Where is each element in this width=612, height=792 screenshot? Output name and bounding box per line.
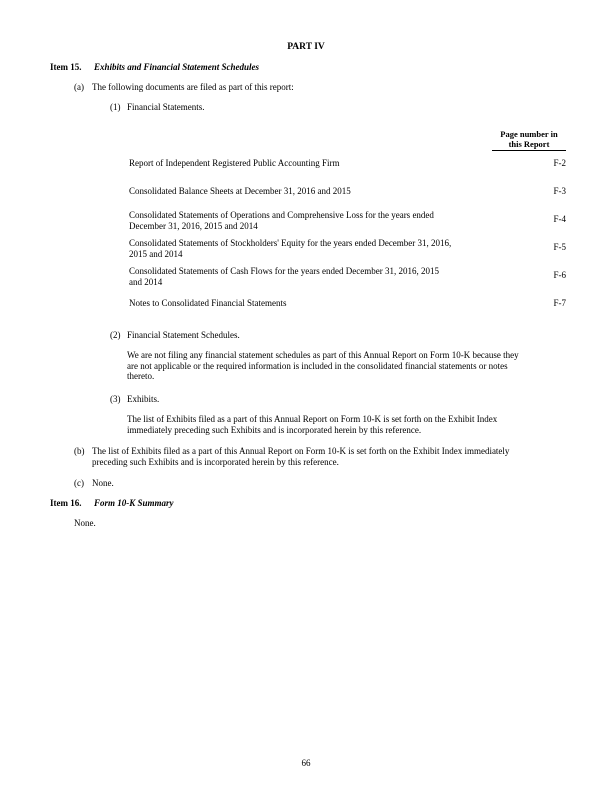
fs-row-title (129, 238, 509, 259)
item-15-c-text: None. (92, 478, 114, 488)
part-title: PART IV (287, 42, 325, 52)
paragraph-line: thereto. (127, 371, 155, 381)
fs-row-title-line1: Consolidated Statements of Stockholders' Equity for the years ended December 31, 2016, (129, 238, 452, 248)
item-16-text: None. (74, 518, 96, 528)
schedules-marker: (2) (110, 330, 121, 340)
fs-row-title (129, 266, 509, 287)
paragraph-line: immediately preceding such Exhibits and is incorporated herein by this reference. (127, 424, 422, 435)
item-15-a-text: The following documents are filed as part of this report: (92, 82, 294, 92)
fs-row-title-line1: Consolidated Statements of Cash Flows for the years ended December 31, 2016, 2015 (129, 266, 439, 276)
financial-statements-label: Financial Statements. (127, 102, 205, 112)
fs-row-title: Notes to Consolidated Financial Statements (129, 298, 287, 308)
schedules-label: Financial Statement Schedules. (127, 330, 240, 340)
financial-statements-marker: (1) (110, 102, 121, 112)
fs-row-title-line2: December 31, 2016, 2015 and 2014 (129, 220, 258, 231)
exhibits-paragraph (127, 414, 497, 435)
item-15-title: Exhibits and Financial Statement Schedules (94, 62, 260, 72)
schedules-paragraph (127, 350, 519, 382)
item-15-b-marker: (b) (74, 446, 85, 456)
item-15-a-marker: (a) (74, 82, 84, 92)
item-16-title: Form 10-K Summary (94, 498, 174, 508)
column-header-line1: Page number in (500, 129, 558, 139)
paragraph-line: We are not filing any financial statement schedules as part of this Annual Report on Form 10-K because they (127, 350, 519, 360)
fs-row-page: F-5 (553, 242, 566, 252)
fs-row-title (129, 210, 509, 231)
item-15-b-paragraph (92, 446, 509, 467)
page-number-column-header (492, 130, 566, 149)
paragraph-line: are not applicable or the required information is included in the consolidated financial statements or notes (127, 360, 508, 371)
fs-row-title-line1: Consolidated Statements of Operations and Comprehensive Loss for the years ended (129, 210, 434, 220)
item-15-heading (50, 62, 259, 73)
exhibits-marker: (3) (110, 394, 121, 404)
fs-row-title: Report of Independent Registered Public Accounting Firm (129, 158, 340, 168)
fs-row-page: F-2 (553, 158, 566, 168)
fs-row-title-line2: 2015 and 2014 (129, 248, 183, 259)
paragraph-line: The list of Exhibits filed as a part of this Annual Report on Form 10-K is set forth on the Exhibit Index immediately (92, 446, 510, 456)
item-16-heading (50, 498, 174, 509)
paragraph-line: preceding such Exhibits and is incorporated herein by this reference. (92, 456, 339, 467)
column-header-line2: this Report (508, 138, 550, 149)
fs-row-page: F-7 (553, 298, 566, 308)
exhibits-label: Exhibits. (127, 394, 160, 404)
fs-row-title-line2: and 2014 (129, 276, 163, 287)
fs-row-page: F-6 (553, 270, 566, 280)
item-15-c-marker: (c) (74, 478, 84, 488)
fs-row-page: F-4 (553, 214, 566, 224)
column-header-rule (492, 150, 566, 151)
paragraph-line: The list of Exhibits filed as a part of this Annual Report on Form 10-K is set forth on the Exhibit Index (127, 414, 498, 424)
item-15-number: Item 15. (50, 62, 82, 72)
fs-row-page: F-3 (553, 186, 566, 196)
item-16-number: Item 16. (50, 498, 82, 508)
fs-row-title: Consolidated Balance Sheets at December 31, 2016 and 2015 (129, 186, 351, 196)
page-number: 66 (301, 758, 311, 768)
